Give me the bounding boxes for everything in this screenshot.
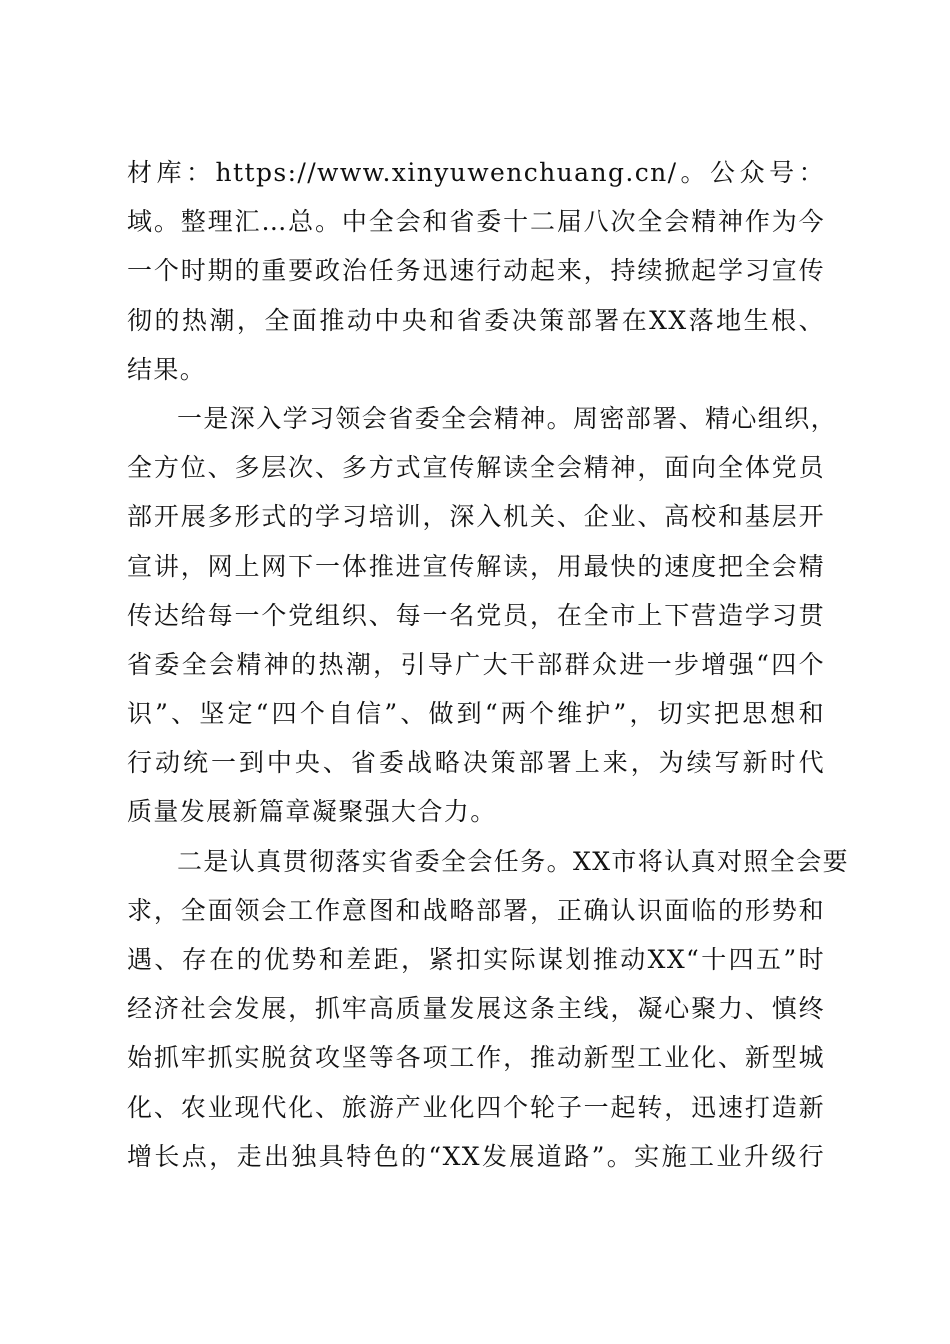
text-line: 经济社会发展，抓牢高质量发展这条主线，凝心聚力、慎终 <box>127 994 825 1024</box>
text-line: 结果。 <box>127 354 207 384</box>
text-line: 材库：https://www.xinyuwenchuang.cn/。公众号： <box>127 158 825 187</box>
text-line: 域。整理汇…总。中全会和省委十二届八次全会精神作为今 <box>127 207 825 237</box>
text-line: 省委全会精神的热潮，引导广大干部群众进一步增强“四个 <box>127 649 825 679</box>
text-line: 二是认真贯彻落实省委全会任务。XX市将认真对照全会要 <box>177 846 849 876</box>
text-line: 行动统一到中央、省委战略决策部署上来，为续写新时代 <box>127 748 825 778</box>
text-line: 识”、坚定“四个自信”、做到“两个维护”，切实把思想和 <box>127 699 825 729</box>
text-line: 一是深入学习领会省委全会精神。周密部署、精心组织， <box>177 403 838 433</box>
paragraph-point-one <box>127 394 838 837</box>
text-line: 遇、存在的优势和差距，紧扣实际谋划推动XX“十四五”时 <box>127 945 825 974</box>
text-line: 始抓牢抓实脱贫攻坚等各项工作，推动新型工业化、新型城 <box>127 1043 825 1073</box>
text-line: 全方位、多层次、多方式宣传解读全会精神，面向全体党员 <box>127 453 825 483</box>
text-line: 求，全面领会工作意图和战略部署，正确认识面临的形势和 <box>127 895 825 925</box>
text-line: 彻的热潮，全面推动中央和省委决策部署在XX落地生根、 <box>127 305 825 335</box>
document-body <box>127 148 849 1181</box>
paragraph-intro <box>127 148 825 394</box>
text-line: 质量发展新篇章凝聚强大合力。 <box>127 797 497 827</box>
text-line: 增长点，走出独具特色的“XX发展道路”。实施工业升级行 <box>127 1141 825 1171</box>
text-line: 化、农业现代化、旅游产业化四个轮子一起转，迅速打造新 <box>127 1092 825 1122</box>
paragraph-point-two <box>127 837 849 1181</box>
text-line: 传达给每一个党组织、每一名党员，在全市上下营造学习贯 <box>127 600 825 630</box>
text-line: 部开展多形式的学习培训，深入机关、企业、高校和基层开 <box>127 502 825 532</box>
text-line: 一个时期的重要政治任务迅速行动起来，持续掀起学习宣传 <box>127 256 825 286</box>
text-line: 宣讲，网上网下一体推进宣传解读，用最快的速度把全会精 <box>127 551 825 581</box>
